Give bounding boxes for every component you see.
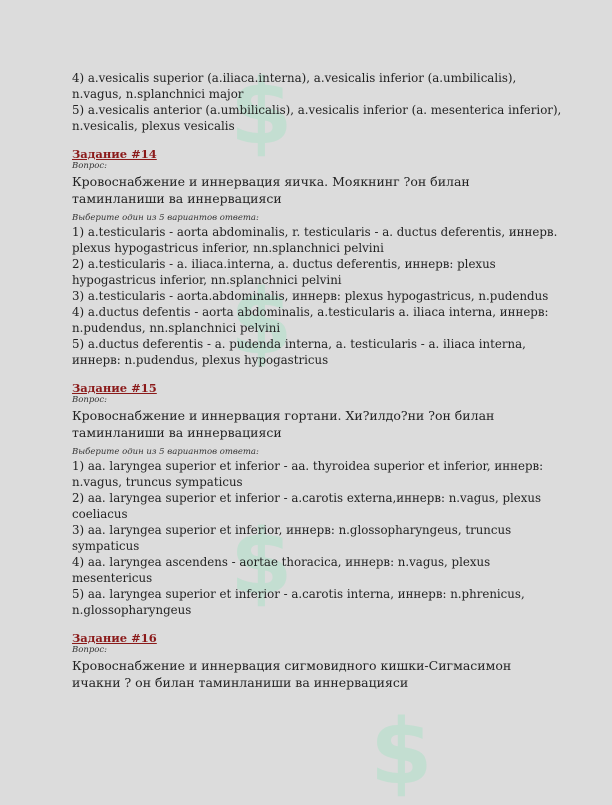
- option-text: 4) a.vesicalis superior (a.iliaca.interna), a.vesicalis inferior (a.umbilicalis), n.vagus, n.splanchnici major: [72, 71, 517, 101]
- option-text: 2) aa. laryngea superior et inferior - a.carotis externa,иннерв: n.vagus, plexus coeliacus: [72, 491, 542, 521]
- option-text: 2) a.testicularis - a. iliaca.interna, a. ductus deferentis, иннерв: plexus hypogastricus inferior, nn.splanchnici pelvini: [72, 257, 496, 287]
- option-text: 1) aa. laryngea superior et inferior - aa. thyroidea superior et inferior, иннерв: n.vagus, truncus sympaticus: [72, 459, 544, 489]
- option-text: 3) a.testicularis - aorta.abdominalis, иннерв: plexus hypogastricus, n.pudendus: [72, 289, 549, 303]
- question-text: Кровоснабжение и иннервация яичка. Моякнинг ?он билан таминланиши ва иннервацияси: [72, 174, 470, 206]
- question-text: Кровоснабжение и иннервация гортани. Хи?илдо?ни ?он билан таминланиши ва иннервацияси: [72, 408, 495, 440]
- option-text: 5) aa. laryngea superior et inferior - a.carotis interna, иннерв: n.phrenicus, n.glossopharyngeus: [72, 587, 525, 617]
- task-15: [72, 382, 562, 618]
- watermark-symbol: $: [230, 510, 293, 615]
- document-page: [72, 70, 562, 697]
- watermark-symbol: $: [370, 700, 433, 805]
- option-text: 5) a.ductus deferentis - a. pudenda interna, a. testicularis - a. iliaca interna, иннерв: n.pudendus, plexus hypogastricus: [72, 337, 526, 367]
- option-text: 5) a.vesicalis anterior (a.umbilicalis), a.vesicalis inferior (a. mesenterica inferior), n.vesicalis, plexus vesicalis: [72, 103, 562, 133]
- task-title: Задание #16: [72, 631, 157, 645]
- previous-options: [72, 70, 562, 134]
- question-label: Вопрос:: [72, 161, 108, 171]
- question-text: Кровоснабжение и иннервация сигмовидного кишки-Сигмасимон ичакни ? он билан таминланиши ва иннервацияси: [72, 658, 512, 690]
- task-title: Задание #15: [72, 381, 157, 395]
- option-text: 1) a.testicularis - aorta abdominalis, r. testicularis - a. ductus deferentis, иннерв. plexus hypogastricus inferior, nn.splanchnici pelvini: [72, 225, 558, 255]
- option-text: 3) aa. laryngea superior et inferior, иннерв: n.glossopharyngeus, truncus sympaticus: [72, 523, 512, 553]
- task-16: [72, 632, 562, 691]
- option-text: 4) a.ductus defentis - aorta abdominalis, a.testicularis a. iliaca interna, иннерв: n.pudendus, nn.splanchnici pelvini: [72, 305, 549, 335]
- choose-label: Выберите один из 5 вариантов ответа:: [72, 447, 259, 457]
- question-label: Вопрос:: [72, 395, 108, 405]
- question-label: Вопрос:: [72, 645, 108, 655]
- watermark-symbol: $: [230, 270, 293, 375]
- option-text: 4) aa. laryngea ascendens - aortae thoracica, иннерв: n.vagus, plexus mesentericus: [72, 555, 491, 585]
- choose-label: Выберите один из 5 вариантов ответа:: [72, 213, 259, 223]
- task-14: [72, 148, 562, 368]
- watermark-symbol: $: [230, 60, 293, 165]
- task-title: Задание #14: [72, 147, 157, 161]
